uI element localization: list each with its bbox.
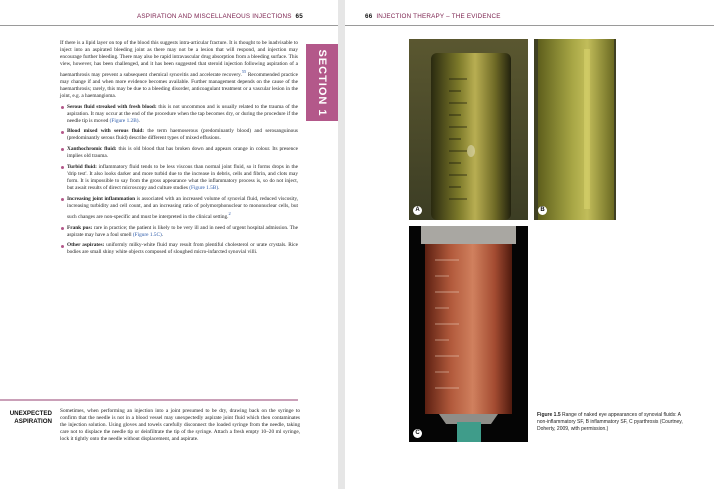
list-item: Xanthochromic fluid: this is old blood that has broken down and appears orange in colour. Its presence implies old trauma. [60, 146, 298, 160]
photo-label-b: B [538, 206, 547, 215]
left-running-head-title: ASPIRATION AND MISCELLANEOUS INJECTIONS [137, 13, 292, 20]
left-running-head [137, 13, 303, 20]
fluid-type-list [60, 104, 298, 257]
photo-a-non-inflammatory-fluid [409, 39, 528, 220]
list-item: Serous fluid streaked with fresh blood: this is not uncommon and is usually related to the trauma of the aspiration. It may occur at the end of the procedure when the tap becomes dry, or during the procedure if the needle tip is moved (Figure 1.2B). [60, 104, 298, 125]
main-body-text [60, 40, 298, 260]
sidebar-divider [0, 399, 298, 401]
list-item: Increasing joint inflammation is associated with an increased volume of synovial fluid, reduced viscosity, increasing turbidity and cell count, and an increasing ratio of polymorphonuclear to mononuclear cells, but such changes are non-specific and must be interpreted in the clinical setting.$^2$ [60, 196, 298, 221]
section-tab [306, 44, 338, 121]
caption-items: A non-inflammatory SF, B inflammatory SF, C pyarthrosis [537, 412, 681, 425]
figure-caption: Figure 1.5 Range of naked eye appearances of synovial fluids: A non-inflammatory SF, B inflammatory SF, C pyarthrosis (Courtney, Doherty, 2009, with permission.) [537, 412, 683, 432]
sidebar-label: UNEXPECTED ASPIRATION [9, 410, 52, 425]
photo-label-c: C [413, 429, 422, 438]
right-running-head-title: INJECTION THERAPY – THE EVIDENCE [376, 13, 501, 20]
list-item: Blood mixed with serous fluid: the term haemoserous (predominantly blood) and serosanguinous (predominantly serous fluid) describe different types of mixed effusions. [60, 128, 298, 142]
list-item: Turbid fluid: inflammatory fluid tends to be less viscous than normal joint fluid, so it forms drops in the 'drip test'. It also looks darker and more turbid due to the increase in debris, cells and fibrin, and clots may form. It is impossible to say from the gross appearance what the inflammatory process is, so do not inject, but await results of direct microscopy and culture studies (Figure 1.5B). [60, 164, 298, 192]
right-head-rule [345, 25, 714, 26]
caption-figure-number: Figure 1.5 [537, 412, 561, 418]
sidebar-text: Sometimes, when performing an injection into a joint presumed to be dry, drawing back on the syringe to confirm that the needle is not in a blood vessel may unexpectedly aspirate joint fluid which then contaminates the injection solution. Using gloves and towels carefully disconnect the loaded syringe from the needle, taking care not to displace the needle tip or deinfiltrate the tip of the syringe. Attach a fresh empty 10–20 ml syringe, lock it tightly onto the needle without displacement, and aspirate. [60, 408, 300, 443]
list-item: Frank pus: rare in practice; the patient is likely to be very ill and in need of urgent hospital admission. The aspirate may have a foul smell (Figure 1.5C). [60, 225, 298, 239]
right-page-number: 66 [365, 13, 373, 20]
figure-ref-link[interactable]: (Figure 1.2B) [109, 117, 139, 124]
syringe-yellow-fluid-image [409, 39, 528, 220]
photo-c-pyarthrosis [409, 226, 528, 442]
left-head-rule [0, 25, 338, 26]
intro-citation[interactable]: 55 [241, 69, 247, 75]
photo-b-inflammatory-fluid [534, 39, 616, 220]
right-page [345, 0, 714, 489]
figure-ref-link[interactable]: (Figure 1.5B) [189, 185, 219, 192]
left-page-number: 65 [295, 13, 303, 20]
right-running-head [365, 13, 501, 20]
tube-turbid-fluid-image [534, 39, 616, 220]
syringe-pus-fluid-image [409, 226, 528, 442]
section-tab-label: SECTION 1 [316, 48, 328, 117]
intro-paragraph: If there is a lipid layer on top of the blood this suggests intra-articular fracture. It is thought to be inadvisable to inject into an aspirated bleeding joint as there may not be a lesion that will respond, and injection may encourage further bleeding. There may also be rapid intravascular drug absorption from a bleeding surface. This view, however, has been challenged, and it has been suggested that steroid injection following aspiration of a haemarthrosis may prevent a subsequent chemical synovitis and accelerate recovery.$^{55}$ Recommended practice may change if and when more evidence becomes available. Further management depends on the cause of the haemarthrosis; rarely, this may be due to a bleeding disorder, anticoagulant treatment or a vascular lesion in the joint, e.g. a haemangioma. [60, 40, 299, 100]
list-item: Other aspirates: uniformly milky-white fluid may result from plentiful cholesterol or urate crystals. Rice bodies are small shiny white objects composed of sloughed micro-infarcted synovial villi. [60, 242, 298, 256]
left-page [0, 0, 338, 489]
photo-label-a: A [413, 206, 422, 215]
citation-link[interactable]: 2 [228, 211, 231, 217]
figure-ref-link[interactable]: (Figure 1.5C) [132, 231, 162, 238]
caption-credit: (Courtney, Doherty, 2009, with permission.) [537, 419, 683, 432]
